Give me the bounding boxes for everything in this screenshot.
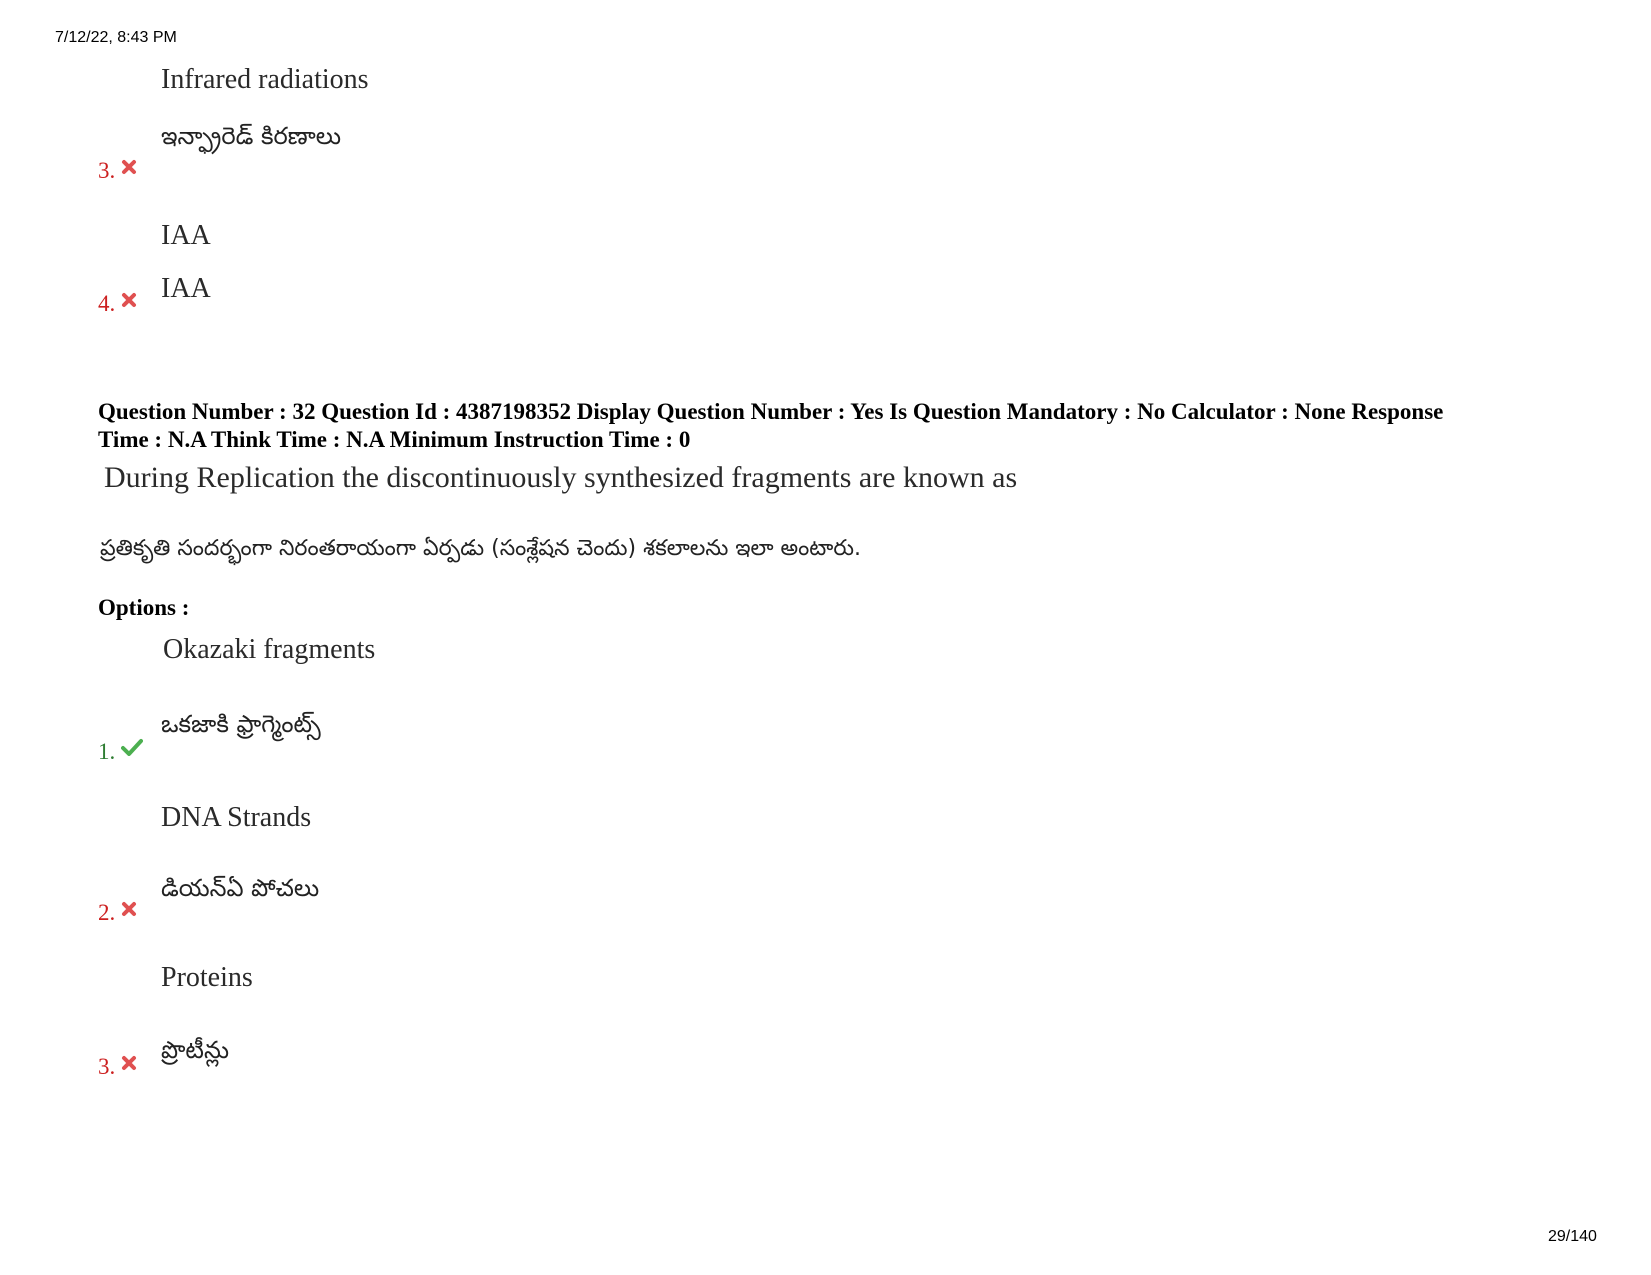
prev-option-4-number	[98, 291, 137, 317]
prev-option-4-text-te: IAA	[161, 273, 211, 304]
option-number-label: 2.	[98, 900, 116, 925]
option-3-text-en: Proteins	[161, 962, 253, 993]
question-metadata-line-2: Time : N.A Think Time : N.A Minimum Instruction Time : 0	[98, 427, 691, 452]
check-icon	[121, 736, 143, 752]
question-metadata	[98, 398, 1598, 454]
cross-icon	[121, 155, 137, 171]
question-text-te: ప్రతికృతి సందర్భంగా నిరంతరాయంగా ఏర్పడు (సంశ్లేషన చెందు) శకలాలను ఇలా అంటారు.	[100, 536, 862, 561]
option-number-label: 3.	[98, 1054, 116, 1079]
option-2-text-te: డియన్ఏ పోచలు	[161, 874, 320, 902]
question-metadata-line-1: Question Number : 32 Question Id : 4387198352 Display Question Number : Yes Is Question Mandatory : No Calculator : None Response	[98, 399, 1444, 424]
option-number-label: 3.	[98, 158, 116, 183]
prev-option-3-text-en: Infrared radiations	[161, 64, 369, 95]
options-label: Options :	[98, 595, 190, 620]
option-number-label: 4.	[98, 291, 116, 316]
prev-option-3-number	[98, 158, 137, 184]
cross-icon	[121, 897, 137, 913]
question-text-en: During Replication the discontinuously synthesized fragments are known as	[104, 461, 1018, 494]
option-2-text-en: DNA Strands	[161, 802, 312, 833]
option-2-number	[98, 900, 137, 926]
cross-icon	[121, 288, 137, 304]
option-3-text-te: ప్రొటీన్లు	[161, 1036, 230, 1064]
cross-icon	[121, 1051, 137, 1067]
option-1-number	[98, 739, 143, 765]
page-number: 29/140	[1548, 1228, 1597, 1245]
option-1-text-en: Okazaki fragments	[163, 634, 376, 665]
print-datetime: 7/12/22, 8:43 PM	[55, 29, 177, 46]
prev-option-3-text-te: ఇన్ఫ్రారెడ్ కిరణాలు	[161, 122, 342, 150]
option-number-label: 1.	[98, 739, 116, 764]
option-3-number	[98, 1054, 137, 1080]
option-1-text-te: ఒకజాకి ఫ్రాగ్మెంట్స్	[161, 710, 321, 738]
prev-option-4-text-en: IAA	[161, 220, 211, 251]
